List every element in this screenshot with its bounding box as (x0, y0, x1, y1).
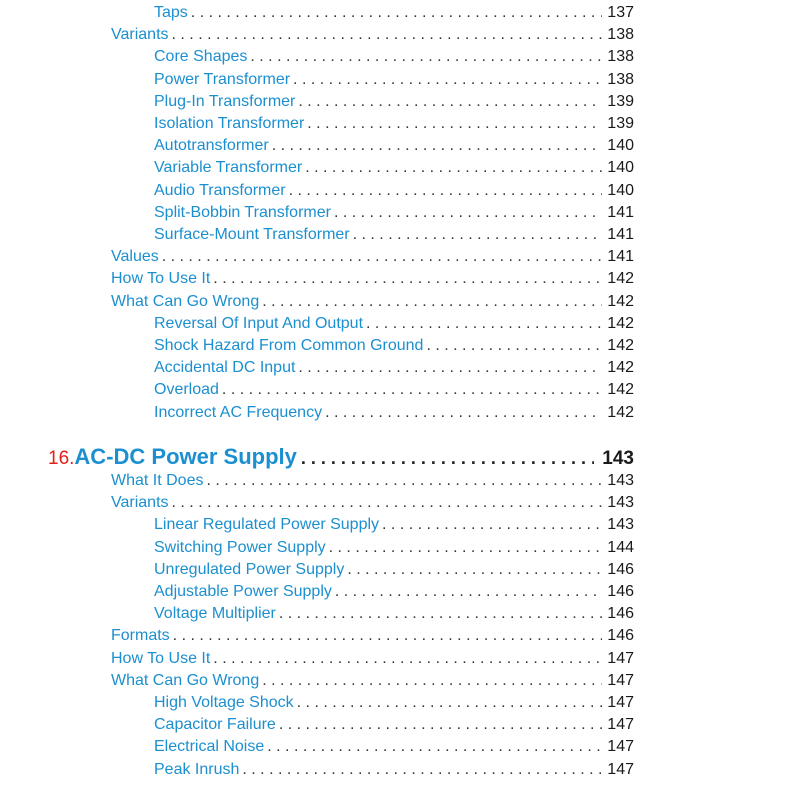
dot-leader (279, 714, 602, 736)
dot-leader (206, 470, 602, 492)
toc-entry-label[interactable]: High Voltage Shock (154, 694, 294, 711)
dot-leader (307, 113, 602, 135)
toc-entry[interactable] (154, 759, 634, 781)
toc-entry[interactable] (154, 379, 634, 401)
toc-entry[interactable] (154, 603, 634, 625)
toc-entry-page-number: 142 (607, 337, 634, 354)
dot-leader (329, 537, 602, 559)
toc-entry[interactable] (154, 157, 634, 179)
toc-entry[interactable] (154, 692, 634, 714)
toc-entry-page-number: 144 (607, 538, 634, 556)
toc-entry-label[interactable]: Autotransformer (154, 137, 269, 155)
toc-entry-page-number: 146 (607, 627, 634, 645)
toc-entry[interactable] (154, 2, 634, 24)
toc-entry-page-number: 143 (607, 472, 634, 489)
toc-entry-label[interactable]: Unregulated Power Supply (154, 560, 345, 578)
dot-leader (353, 224, 602, 246)
dot-leader (173, 625, 602, 647)
toc-entry-label[interactable]: Incorrect AC Frequency (154, 403, 323, 421)
toc-entry[interactable] (154, 91, 634, 113)
toc-entry-label[interactable]: Electrical Noise (154, 738, 265, 756)
toc-entry-label[interactable]: Taps (154, 4, 188, 21)
toc-entry-page-number: 147 (607, 671, 634, 689)
toc-entry[interactable] (111, 291, 634, 313)
dot-leader (262, 670, 602, 692)
toc-entry-page-number: 139 (607, 92, 634, 110)
dot-leader (250, 46, 602, 68)
toc-entry[interactable] (154, 69, 634, 91)
dot-leader (289, 180, 602, 202)
toc-entry-label[interactable]: Plug-In Transformer (154, 92, 296, 110)
toc-entry-label[interactable]: Formats (111, 627, 170, 645)
toc-entry[interactable] (154, 559, 634, 581)
toc-entry-page-number: 140 (607, 137, 634, 155)
dot-leader (297, 692, 602, 714)
chapter-page-number: 143 (602, 448, 634, 469)
dot-leader (162, 246, 602, 268)
toc-entry-label[interactable]: How To Use It (111, 270, 211, 288)
toc-entry-page-number: 141 (607, 248, 634, 266)
toc-entry-page-number: 138 (607, 48, 634, 66)
dot-leader (213, 648, 602, 670)
toc-entry-page-number: 140 (607, 159, 634, 177)
dot-leader (213, 268, 602, 290)
toc-entry-label[interactable]: What Can Go Wrong (111, 292, 260, 310)
toc-entry[interactable] (111, 24, 634, 46)
toc-entry-page-number: 138 (607, 26, 634, 44)
toc-entry-page-number: 146 (607, 560, 634, 578)
toc-entry[interactable] (154, 113, 634, 135)
dot-leader (325, 402, 602, 424)
toc-entry-page-number: 138 (607, 70, 634, 88)
toc-entry-page-number: 142 (607, 270, 634, 288)
dot-leader (305, 157, 602, 179)
dot-leader (267, 736, 602, 758)
toc-entry-page-number: 139 (607, 115, 634, 132)
dot-leader (301, 444, 594, 472)
dot-leader (334, 202, 602, 224)
toc-entry-label[interactable]: Adjustable Power Supply (154, 583, 332, 600)
toc-entry[interactable] (154, 537, 634, 559)
dot-leader (426, 335, 602, 357)
toc-entry-label[interactable]: Overload (154, 381, 219, 399)
dot-leader (298, 357, 602, 379)
dot-leader (382, 514, 602, 536)
dot-leader (335, 581, 602, 603)
toc-entry[interactable] (154, 514, 634, 536)
toc-entry[interactable] (154, 135, 634, 157)
toc-entry-page-number: 137 (607, 4, 634, 21)
dot-leader (172, 24, 602, 46)
toc-entry[interactable] (154, 313, 634, 335)
toc-entry[interactable] (154, 357, 634, 379)
dot-leader (366, 313, 602, 335)
chapter-title[interactable]: AC-DC Power Supply (74, 444, 297, 469)
dot-leader (279, 603, 602, 625)
toc-entry[interactable] (154, 46, 634, 68)
toc-entry-label[interactable]: Variants (111, 494, 169, 512)
toc-entry-page-number: 147 (607, 694, 634, 711)
dot-leader (262, 291, 602, 313)
toc-entry[interactable] (154, 224, 634, 246)
toc-entry-page-number: 147 (607, 738, 634, 756)
toc-entry-label[interactable]: Linear Regulated Power Supply (154, 516, 380, 534)
toc-entry[interactable] (111, 246, 634, 268)
toc-entry[interactable] (111, 625, 634, 647)
toc-entry-label[interactable]: Voltage Multiplier (154, 605, 276, 623)
dot-leader (191, 2, 602, 24)
toc-entry-page-number: 141 (607, 203, 634, 221)
toc-entry-page-number: 147 (607, 760, 634, 778)
dot-leader (347, 559, 602, 581)
toc-entry[interactable] (154, 736, 634, 758)
toc-entry-label[interactable]: Variants (111, 26, 169, 44)
dot-leader (242, 759, 602, 781)
toc-entry-page-number: 142 (607, 314, 634, 332)
toc-entry-label[interactable]: Capacitor Failure (154, 716, 276, 734)
toc-entry[interactable] (154, 180, 634, 202)
toc-entry-label[interactable]: Reversal Of Input And Output (154, 314, 364, 332)
toc-entry-label[interactable]: Variable Transformer (154, 159, 303, 177)
toc-entry[interactable] (111, 670, 634, 692)
toc-entry-label[interactable]: Core Shapes (154, 48, 248, 66)
toc-entry[interactable] (111, 268, 634, 290)
toc-entry-label[interactable]: Power Transformer (154, 70, 291, 88)
dot-leader (272, 135, 602, 157)
toc-entry-page-number: 142 (607, 359, 634, 377)
toc-entry-label[interactable]: Accidental DC Input (154, 359, 296, 377)
toc-entry[interactable] (111, 648, 634, 670)
toc-entry-label[interactable]: Split-Bobbin Transformer (154, 203, 331, 221)
toc-entry[interactable] (111, 470, 634, 492)
toc-entry-label[interactable]: How To Use It (111, 649, 211, 667)
toc-entry-page-number: 147 (607, 649, 634, 667)
toc-entry-label[interactable]: Peak Inrush (154, 760, 240, 778)
dot-leader (222, 379, 602, 401)
toc-entry[interactable] (154, 335, 634, 357)
toc-entry-page-number: 142 (607, 381, 634, 399)
toc-entry-label[interactable]: What It Does (111, 472, 204, 489)
toc-entry-page-number: 146 (607, 605, 634, 623)
toc-entry-page-number: 146 (607, 583, 634, 600)
dot-leader (172, 492, 602, 514)
chapter-number: 16. (48, 448, 75, 469)
toc-entry-label[interactable]: Switching Power Supply (154, 538, 326, 556)
toc-entry[interactable] (111, 492, 634, 514)
toc-entry[interactable] (154, 581, 634, 603)
toc-entry-label[interactable]: Isolation Transformer (154, 115, 305, 132)
toc-entry-page-number: 143 (607, 494, 634, 512)
toc-entry-page-number: 143 (607, 516, 634, 534)
toc-entry-page-number: 141 (607, 226, 634, 243)
toc-entry-page-number: 142 (607, 292, 634, 310)
dot-leader (298, 91, 602, 113)
toc-entry[interactable] (154, 714, 634, 736)
toc-entry-label[interactable]: Audio Transformer (154, 181, 286, 199)
toc-entry-label[interactable]: What Can Go Wrong (111, 671, 260, 689)
chapter-heading[interactable] (48, 443, 634, 471)
toc-entry-page-number: 142 (607, 403, 634, 421)
toc-entry-page-number: 140 (607, 181, 634, 199)
toc-entry-label[interactable]: Surface-Mount Transformer (154, 226, 350, 243)
dot-leader (293, 69, 602, 91)
toc-entry-label[interactable]: Shock Hazard From Common Ground (154, 337, 424, 354)
toc-entry[interactable] (154, 202, 634, 224)
toc-entry[interactable] (154, 402, 634, 424)
toc-entry-page-number: 147 (607, 716, 634, 734)
toc-entry-label[interactable]: Values (111, 248, 159, 266)
